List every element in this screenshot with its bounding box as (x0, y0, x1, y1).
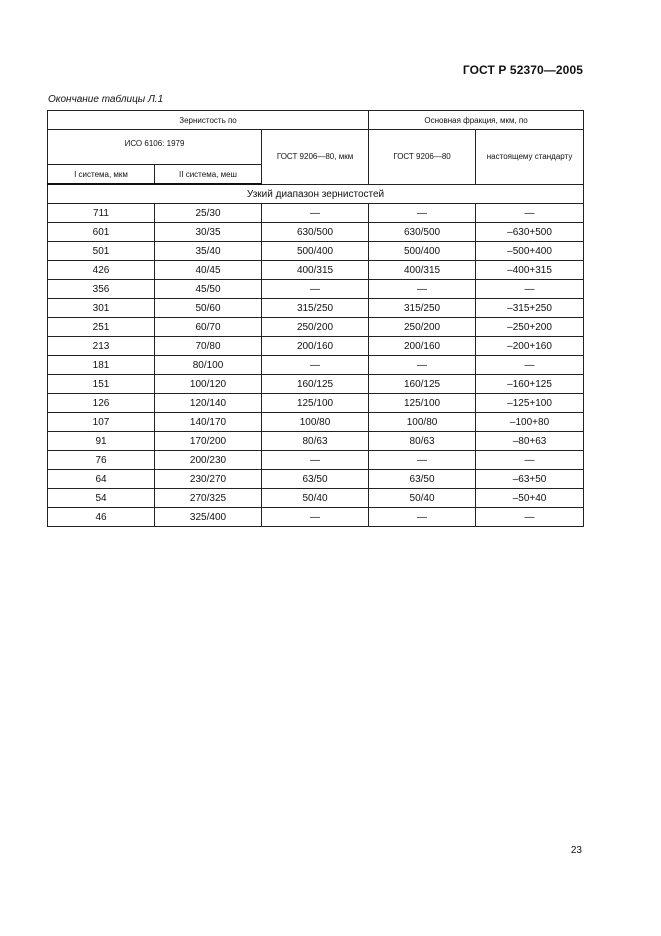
page-number: 23 (570, 845, 582, 856)
table-cell: 250/200 (262, 318, 369, 337)
table-cell: 630/500 (369, 223, 476, 242)
table-cell: 250/200 (369, 318, 476, 337)
section-row (48, 184, 584, 204)
table-cell: — (369, 451, 476, 470)
table-cell: 50/40 (262, 489, 369, 508)
table-cell: — (262, 451, 369, 470)
table-cell: — (476, 280, 584, 299)
table-cell: –400+315 (476, 261, 584, 280)
table-cell: 200/230 (155, 451, 262, 470)
table-row (48, 470, 584, 489)
table-cell: 30/35 (155, 223, 262, 242)
table-cell: 50/60 (155, 299, 262, 318)
table-row (48, 394, 584, 413)
table-cell: 140/170 (155, 413, 262, 432)
table-cell: –125+100 (476, 394, 584, 413)
table-cell: 356 (48, 280, 155, 299)
table-row (48, 280, 584, 299)
table-cell: — (262, 204, 369, 223)
table-cell: 40/45 (155, 261, 262, 280)
table-row (48, 299, 584, 318)
table-cell: 46 (48, 508, 155, 527)
table-cell: 230/270 (155, 470, 262, 489)
table-cell: — (262, 280, 369, 299)
table-cell: 54 (48, 489, 155, 508)
table-cell: 711 (48, 204, 155, 223)
table-cell: 80/100 (155, 356, 262, 375)
table-row (48, 318, 584, 337)
table-cell: 100/80 (369, 413, 476, 432)
table-cell: 35/40 (155, 242, 262, 261)
table-cell: 60/70 (155, 318, 262, 337)
table-caption: Окончание таблицы Л.1 (48, 94, 164, 105)
table-row (48, 261, 584, 280)
table-cell: — (476, 508, 584, 527)
table-row (48, 451, 584, 470)
header-iso: ИСО 6106: 1979 (48, 130, 262, 165)
table-row (48, 204, 584, 223)
table-cell: — (369, 204, 476, 223)
header-this-standard: настоящему стандарту (476, 130, 584, 185)
table-cell: –100+80 (476, 413, 584, 432)
table-cell: 500/400 (369, 242, 476, 261)
table-cell: 45/50 (155, 280, 262, 299)
table-row (48, 356, 584, 375)
table-cell: — (369, 280, 476, 299)
table-cell: 63/50 (369, 470, 476, 489)
table-cell: 301 (48, 299, 155, 318)
table-cell: 315/250 (262, 299, 369, 318)
table-cell: 181 (48, 356, 155, 375)
table-cell: 80/63 (369, 432, 476, 451)
table-cell: 107 (48, 413, 155, 432)
table-cell: — (262, 356, 369, 375)
header-gost-9206: ГОСТ 9206—80 (369, 130, 476, 185)
table-cell: 601 (48, 223, 155, 242)
table-row (48, 489, 584, 508)
table-row (48, 337, 584, 356)
table-cell: –500+400 (476, 242, 584, 261)
table-cell: 76 (48, 451, 155, 470)
table-cell: 70/80 (155, 337, 262, 356)
header-grain: Зернистость по (48, 111, 369, 130)
table-cell: 160/125 (369, 375, 476, 394)
table-cell: 251 (48, 318, 155, 337)
table-cell: –630+500 (476, 223, 584, 242)
table-cell: — (262, 508, 369, 527)
table-cell: — (369, 356, 476, 375)
header-row-2 (48, 130, 584, 165)
table-cell: 151 (48, 375, 155, 394)
table-cell: 213 (48, 337, 155, 356)
table-cell: — (476, 356, 584, 375)
table-cell: 25/30 (155, 204, 262, 223)
header-gost-9206-mkm: ГОСТ 9206—80, мкм (262, 130, 369, 185)
table-cell: 63/50 (262, 470, 369, 489)
table-cell: — (369, 508, 476, 527)
table-cell: –160+125 (476, 375, 584, 394)
document-code: ГОСТ Р 52370—2005 (462, 63, 583, 77)
table-cell: 125/100 (369, 394, 476, 413)
table-cell: 315/250 (369, 299, 476, 318)
table-cell: 50/40 (369, 489, 476, 508)
table-cell: 100/120 (155, 375, 262, 394)
table-cell: 170/200 (155, 432, 262, 451)
table-cell: — (476, 451, 584, 470)
table-cell: 400/315 (369, 261, 476, 280)
table-cell: –200+160 (476, 337, 584, 356)
table-row (48, 242, 584, 261)
table-cell: 400/315 (262, 261, 369, 280)
table-cell: 426 (48, 261, 155, 280)
header-system-2: II система, меш (155, 165, 262, 185)
table-cell: –63+50 (476, 470, 584, 489)
table-cell: –50+40 (476, 489, 584, 508)
table-cell: — (476, 204, 584, 223)
header-main-fraction: Основная фракция, мкм, по (369, 111, 584, 130)
table-cell: 501 (48, 242, 155, 261)
table-cell: 200/160 (369, 337, 476, 356)
table-cell: 630/500 (262, 223, 369, 242)
table-cell: 80/63 (262, 432, 369, 451)
table-cell: 500/400 (262, 242, 369, 261)
table-row (48, 375, 584, 394)
header-system-1: I система, мкм (48, 165, 155, 185)
table-cell: 100/80 (262, 413, 369, 432)
table-cell: 200/160 (262, 337, 369, 356)
grain-size-table (47, 110, 584, 527)
table-cell: –250+200 (476, 318, 584, 337)
table-row (48, 432, 584, 451)
table-cell: –80+63 (476, 432, 584, 451)
table-cell: –315+250 (476, 299, 584, 318)
section-title: Узкий диапазон зернистостей (48, 184, 584, 204)
table-cell: 325/400 (155, 508, 262, 527)
header-row-1 (48, 111, 584, 130)
table-cell: 160/125 (262, 375, 369, 394)
table-cell: 64 (48, 470, 155, 489)
table-cell: 91 (48, 432, 155, 451)
table-cell: 125/100 (262, 394, 369, 413)
table-cell: 120/140 (155, 394, 262, 413)
table-row (48, 508, 584, 527)
table-cell: 270/325 (155, 489, 262, 508)
table-cell: 126 (48, 394, 155, 413)
table-row (48, 413, 584, 432)
table-row (48, 223, 584, 242)
